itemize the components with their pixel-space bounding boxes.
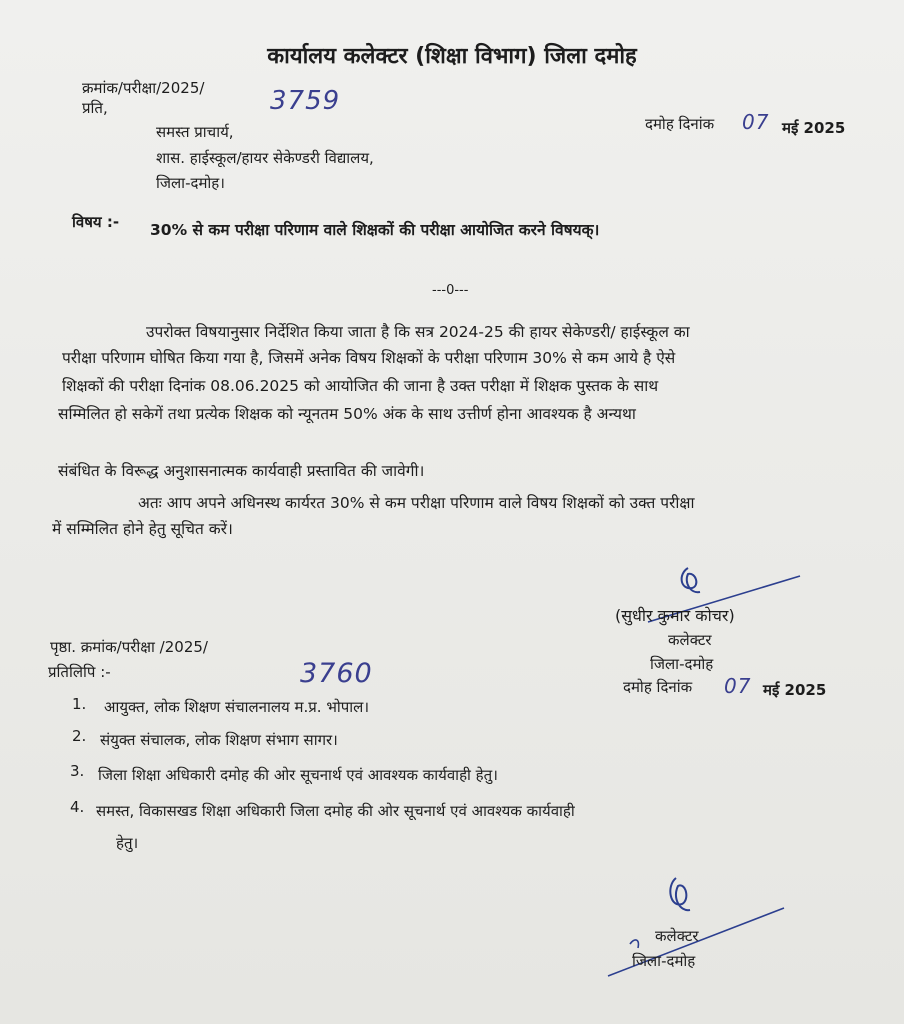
signatory-district: जिला-दमोह [650,655,714,673]
office-title: कार्यालय कलेक्टर (शिक्षा विभाग) जिला दमोह [267,44,637,69]
recipient-line-3: जिला-दमोह। [156,174,225,192]
body-line-3: शिक्षकों की परीक्षा दिनांक 08.06.2025 को आयोजित की जाना है उक्त परीक्षा में शिक्षक पुस्तक के साथ [62,377,659,395]
copy-item-text: जिला शिक्षा अधिकारी दमोह की ओर सूचनार्थ एवं आवश्यक कार्यवाही हेतु। [98,766,498,784]
endorsement-date-day: 07 [724,674,752,698]
recipient-line-2: शास. हाईस्कूल/हायर सेकेण्डरी विद्यालय, [156,149,374,167]
endorsement-signatory-district: जिला-दमोह [632,952,696,970]
copy-item-text: आयुक्त, लोक शिक्षण संचालनालय म.प्र. भोपाल। [104,698,370,716]
copy-item-text: समस्त, विकासखड शिक्षा अधिकारी जिला दमोह की ओर सूचनार्थ एवं आवश्यक कार्यवाही [96,802,575,820]
endorsement-reference-prefix: पृष्ठा. क्रमांक/परीक्षा /2025/ [50,638,208,656]
body-line-4: सम्मिलित हो सकेगें तथा प्रत्येक शिक्षक को न्यूनतम 50% अंक के साथ उत्तीर्ण होना आवश्यक है अन्यथा [58,405,636,423]
separator: ---0--- [432,283,469,298]
subject-label: विषय :- [72,213,120,231]
copy-item-text: संयुक्त संचालक, लोक शिक्षण संभाग सागर। [100,731,338,749]
copy-item-continuation: हेतु। [116,834,139,852]
body-line-2: परीक्षा परिणाम घोषित किया गया है, जिसमें अनेक विषय शिक्षकों के परीक्षा परिणाम 30% से कम आये है ऐसे [62,349,676,367]
date-prefix: दमोह दिनांक [645,115,715,133]
endorsement-date-suffix: मई 2025 [763,681,827,699]
copy-item-number: 3. [70,762,85,780]
date-day: 07 [742,110,770,134]
recipient-line-1: समस्त प्राचार्य, [156,123,234,141]
body-line-1: उपरोक्त विषयानुसार निर्देशित किया जाता है कि सत्र 2024-25 की हायर सेकेण्डरी/ हाईस्कूल का [146,323,690,341]
copy-item-number: 2. [72,727,87,745]
reference-number: 3759 [270,86,341,116]
copy-item-number: 4. [70,798,85,816]
endorsement-reference-number: 3760 [300,658,373,689]
to-label: प्रति, [82,99,108,117]
endorsement-date-prefix: दमोह दिनांक [623,678,693,696]
body-line-7: में सम्मिलित होने हेतु सूचित करें। [52,520,233,538]
date-suffix: मई 2025 [782,119,846,137]
copy-to-label: प्रतिलिपि :- [48,663,111,681]
signatory-name: (सुधीर कुमार कोचर) [615,606,735,625]
subject-text: 30% से कम परीक्षा परिणाम वाले शिक्षकों की परीक्षा आयोजित करने विषयक्। [150,221,600,239]
endorsement-signatory-designation: कलेक्टर [655,927,699,945]
collector-signature [600,560,820,640]
body-line-6: अतः आप अपने अधिनस्थ कार्यरत 30% से कम परीक्षा परिणाम वाले विषय शिक्षकों को उक्त परीक्षा [138,494,695,512]
signatory-designation: कलेक्टर [668,631,712,649]
body-line-5: संबंधित के विरूद्ध अनुशासनात्मक कार्यवाही प्रस्तावित की जावेगी। [58,462,425,480]
reference-prefix: क्रमांक/परीक्षा/2025/ [82,79,205,97]
collector-signature-2 [600,868,800,978]
copy-item-number: 1. [72,695,87,713]
